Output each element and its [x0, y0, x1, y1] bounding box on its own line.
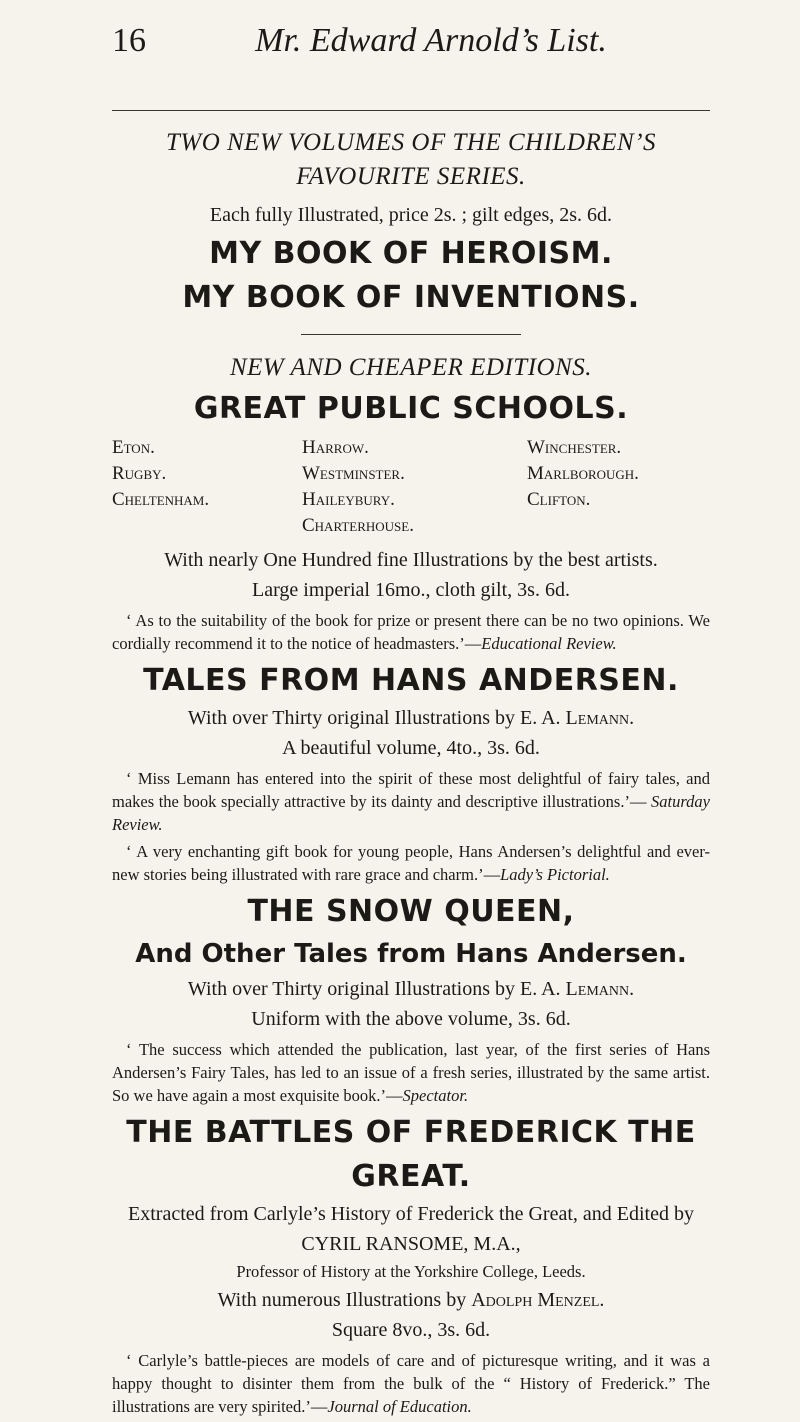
- review-source: Lady’s Pictorial.: [500, 865, 610, 884]
- header-rule: [112, 110, 710, 111]
- format-price-info: Large imperial 16mo., cloth gilt, 3s. 6d.: [252, 579, 570, 601]
- book-title-inventions: MY BOOK OF INVENTIONS.: [182, 280, 640, 315]
- section-heading-children-series: TWO NEW VOLUMES OF THE CHILDREN’S FAVOURITE SERIES.: [165, 129, 657, 190]
- illustrations-info: With nearly One Hundred fine Illustrations by the best artists.: [164, 549, 658, 571]
- school-name: Clifton.: [527, 489, 591, 510]
- review-source: Journal of Education.: [327, 1397, 472, 1416]
- source-info: Extracted from Carlyle’s History of Frederick the Great, and Edited by: [128, 1203, 694, 1225]
- editor-name: CYRIL RANSOME, M.A.,: [301, 1233, 521, 1255]
- schools-list: [112, 435, 710, 539]
- illustrations-info: With over Thirty original Illustrations by E. A. Lemann.: [187, 707, 635, 729]
- school-name: Rugby.: [112, 463, 167, 484]
- book-title-andersen-tales: TALES FROM HANS ANDERSEN.: [143, 663, 679, 698]
- school-name: [527, 513, 710, 539]
- school-name: Cheltenham.: [112, 489, 210, 510]
- book-title-heroism: MY BOOK OF HEROISM.: [209, 236, 613, 271]
- review-quote: ‘ Carlyle’s battle-pieces are models of care and of picturesque writing, and it was a happy thought to disinter them from the bulk of the “ History of Frederick.” The illustrations are very spirited.’—Journal of Education.: [112, 1351, 710, 1416]
- school-name: Marlborough.: [527, 463, 639, 484]
- review-quote: ‘ As to the suitability of the book for prize or present there can be no two opinions. We cordially recommend it to the notice of headmasters.’—Educational Review.: [112, 611, 710, 653]
- review-source: Educational Review.: [481, 634, 617, 653]
- illustrations-info: With numerous Illustrations by Adolph Menzel.: [217, 1289, 605, 1311]
- page-content: [112, 126, 710, 1422]
- book-title-snow-queen: THE SNOW QUEEN,: [247, 894, 575, 929]
- review-quote: ‘ A very enchanting gift book for young people, Hans Andersen’s delightful and ever-new stories being illustrated with rare grace and charm.’—Lady’s Pictorial.: [112, 842, 710, 884]
- illustrations-info: With over Thirty original Illustrations by E. A. Lemann.: [187, 978, 635, 1000]
- review-source: Spectator.: [402, 1086, 469, 1105]
- school-name: Harrow.: [302, 437, 369, 458]
- school-name: Haileybury.: [302, 489, 395, 510]
- section-heading-new-editions: NEW AND CHEAPER EDITIONS.: [229, 354, 592, 381]
- review-quote: ‘ Miss Lemann has entered into the spirit of these most delightful of fairy tales, and makes the book specially attractive by its dainty and descriptive illustrations.’— Saturday Review.: [112, 769, 710, 834]
- school-name: Westminster.: [302, 463, 405, 484]
- school-name: [112, 513, 302, 539]
- school-name: Eton.: [112, 437, 155, 458]
- school-name: Winchester.: [527, 437, 622, 458]
- format-price-info: Square 8vo., 3s. 6d.: [331, 1319, 491, 1341]
- running-head: [112, 20, 710, 64]
- section-divider: [301, 334, 521, 335]
- review-quote: ‘ The success which attended the publication, last year, of the first series of Hans Andersen’s Fairy Tales, has led to an issue of a fresh series, illustrated by the same artist. So we have again a most exquisite book.’—Spectator.: [112, 1040, 710, 1105]
- format-price-info: A beautiful volume, 4to., 3s. 6d.: [282, 737, 540, 759]
- review-source: Saturday Review.: [112, 792, 710, 834]
- page-number: 16: [112, 22, 146, 59]
- format-price-info: Uniform with the above volume, 3s. 6d.: [251, 1008, 571, 1030]
- book-title-frederick: THE BATTLES OF FREDERICK THE GREAT.: [126, 1115, 696, 1194]
- editor-role: Professor of History at the Yorkshire College, Leeds.: [236, 1262, 586, 1281]
- book-subtitle: And Other Tales from Hans Andersen.: [135, 939, 687, 969]
- school-name: Charterhouse.: [302, 515, 414, 536]
- book-title-public-schools: GREAT PUBLIC SCHOOLS.: [193, 391, 629, 426]
- running-title: Mr. Edward Arnold’s List.: [255, 22, 607, 59]
- price-info: Each fully Illustrated, price 2s. ; gilt edges, 2s. 6d.: [209, 204, 613, 226]
